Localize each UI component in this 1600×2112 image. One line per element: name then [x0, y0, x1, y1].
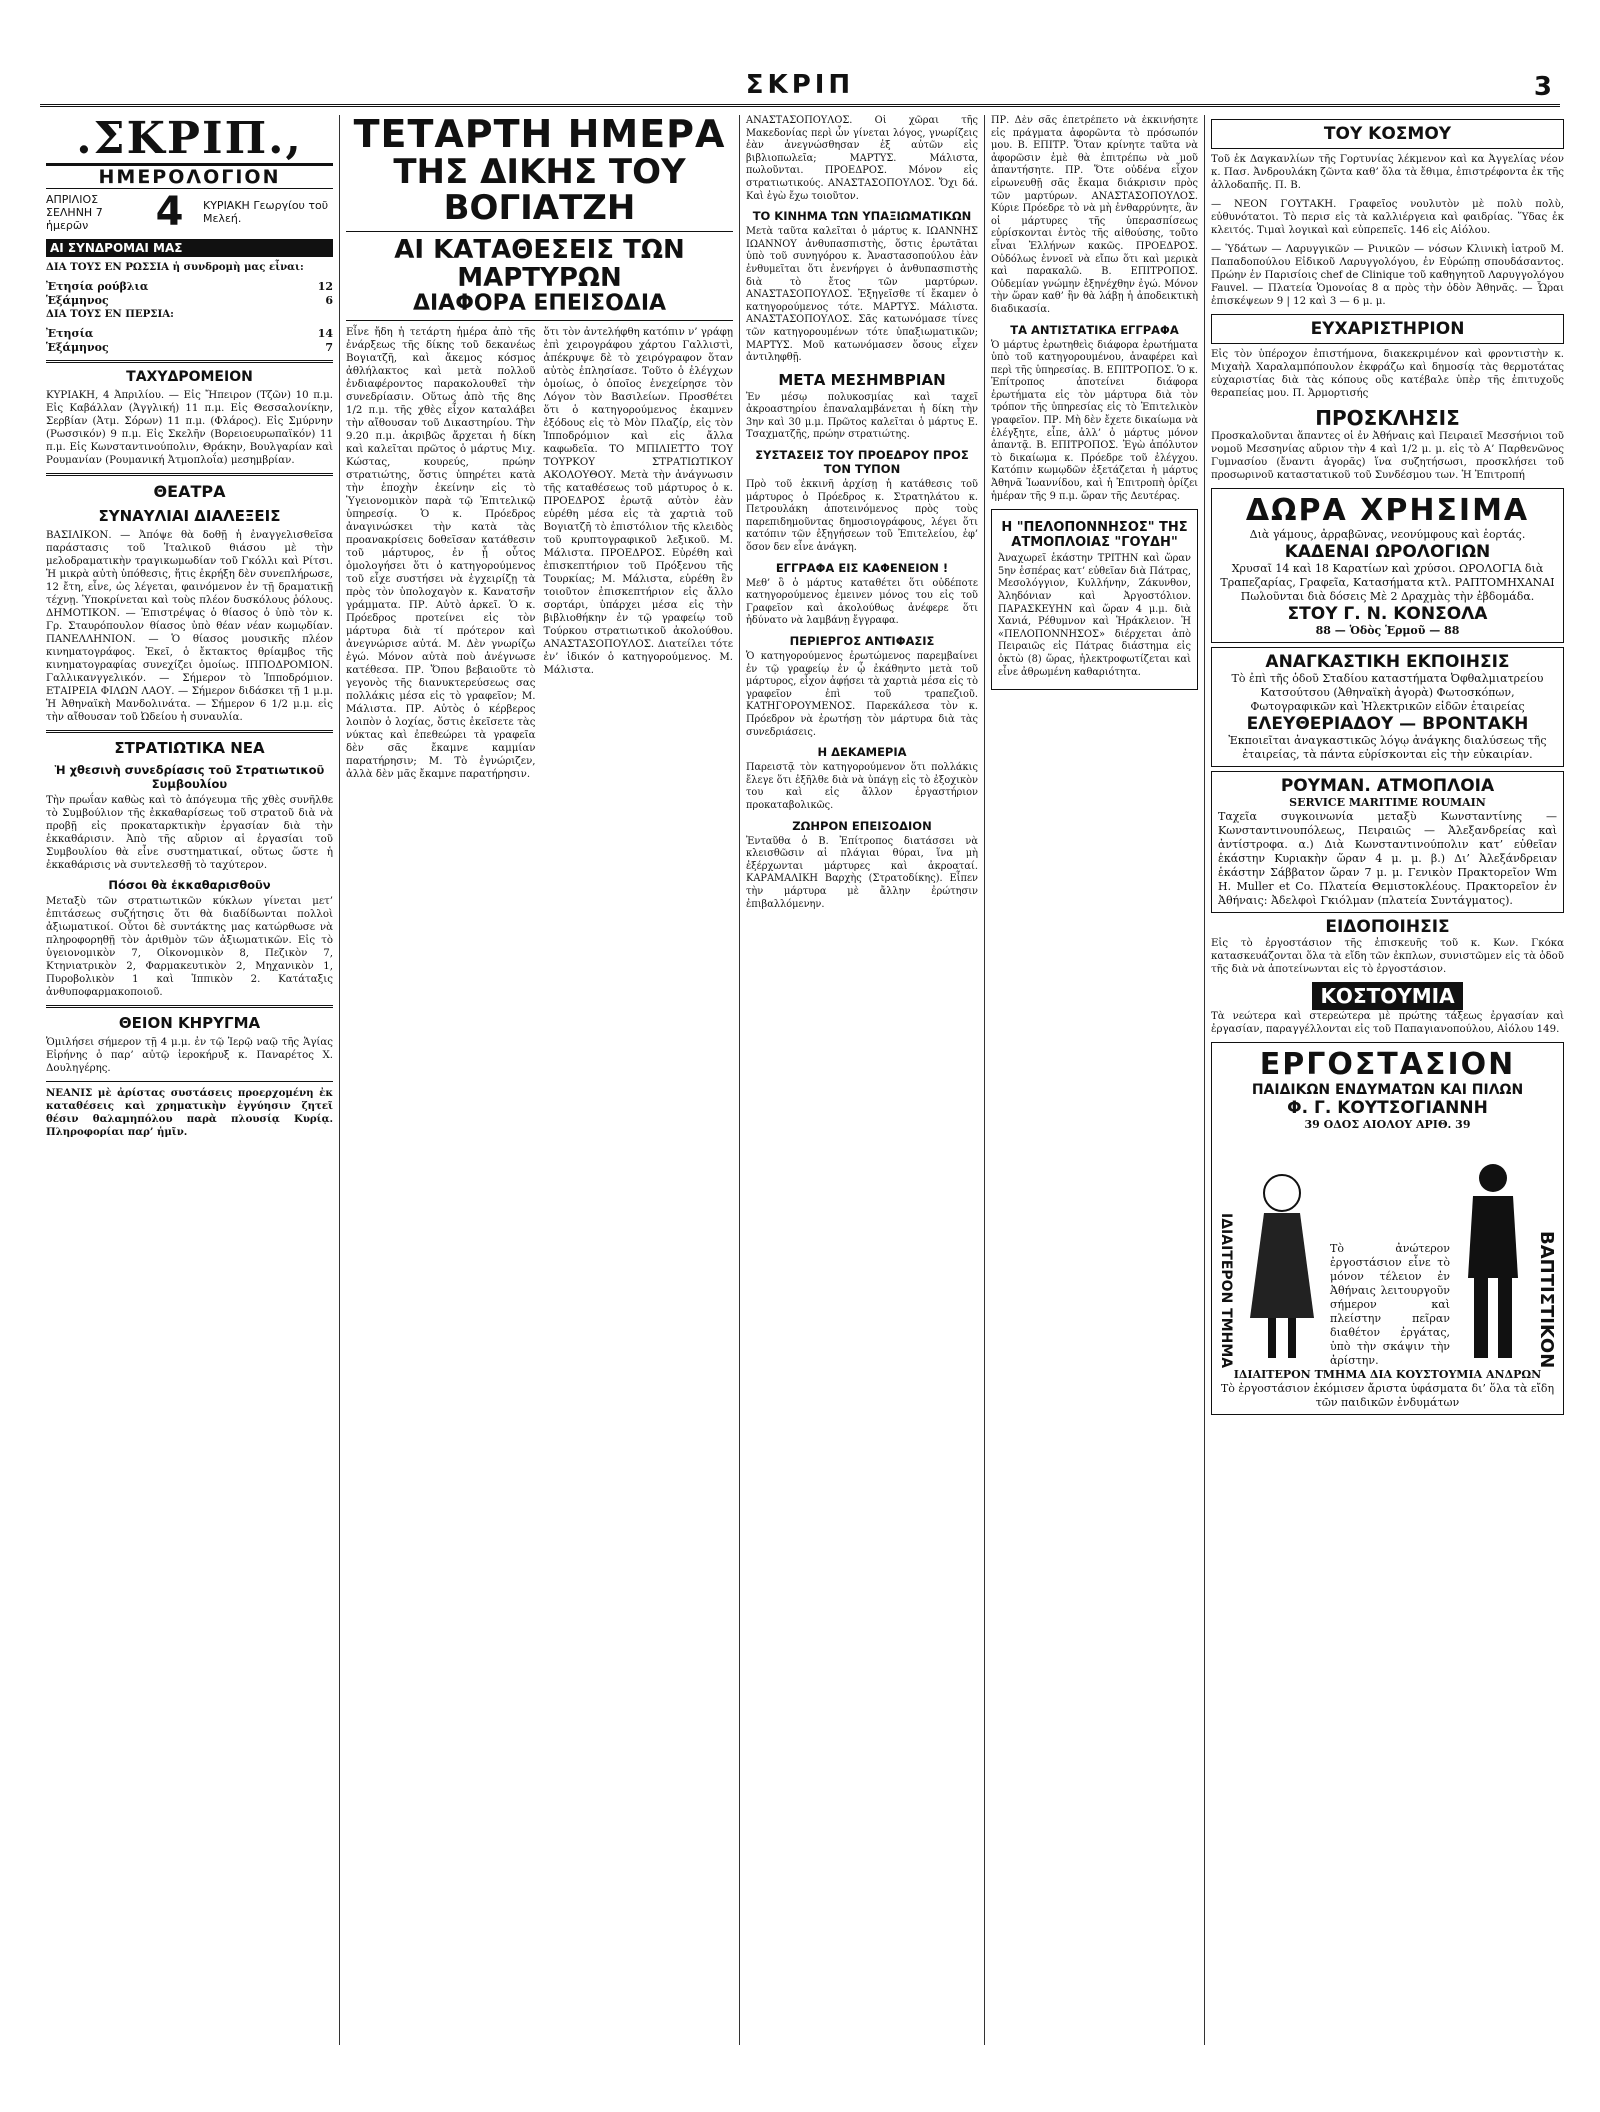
- theatres-title: ΘΕΑΤΡΑ: [153, 482, 226, 501]
- factory-dept: ΙΔΙΑΙΤΕΡΟΝ ΤΜΗΜΑ ΔΙΑ ΚΟΥΣΤΟΥΜΙΑ ΑΝΔΡΩΝ: [1233, 1368, 1542, 1381]
- subs-row: [46, 327, 333, 340]
- subs-value: 6: [325, 294, 333, 307]
- steamer-ad-title: Η "ΠΕΛΟΠΟΝΝΗΣΟΣ" ΤΗΣ ΑΤΜΟΠΛΟΙΑΣ "ΓΟΥΔΗ": [1001, 520, 1188, 551]
- column-5: [1205, 115, 1570, 2045]
- col3-text-b: Μετὰ ταῦτα καλεῖται ὁ μάρτυς κ. ΙΩΑΝΝΗΣ ΙΩΑΝΝΟΥ ἀνθυπασπιστὴς, ὅστις ἐρωτᾶται ὑπὸ τοῦ συνηγόρου κ. Ἀναστασοπούλου ἐὰν ἐνθυμεῖται ὅτι ἐνενήργει ὁ ἀνθυπασπιστὴς διὰ τὸ ἔτος τῶν μαρτύρων. ΑΝΑΣΤΑΣΟΠΟΥΛΟΣ. Ἐξηγεῖσθε τί ἔκαμεν ὁ κατηγορούμενος τότε. ΜΑΡΤΥΣ. Μάλιστα. ΑΝΑΣΤΑΣΟΠΟΥΛΟΣ. Σᾶς κατωνόμασε τίνες τῶν κατηγορουμένων τότε ὑπαξιωματικῶν; ΜΑΡΤΥΣ. Μοῦ κατωνόμασεν ὅσους εἶχεν ἀντιληφθῇ.: [746, 226, 978, 364]
- thanks-box: [1211, 314, 1564, 344]
- divider: [46, 1081, 333, 1082]
- auction-ad: [1211, 647, 1564, 767]
- world-title: ΤΟΥ ΚΟΣΜΟΥ: [1323, 124, 1452, 144]
- col3-subhead-7: ΖΩΗΡΟΝ ΕΠΕΙΣΟΔΙΟΝ: [792, 818, 932, 833]
- col4-text-a: ΠΡ. Δὲν σᾶς ἐπετρέπετο νὰ ἐκκινήσητε εἰς πράγματα ἀφορῶντα τὸ πρόσωπόν μου. Β. ΕΠΙΤΡ. Ὅταν κρίνητε ταῦτα νὰ ἀφορῶσιν ἐμὲ θὰ ἐπιτρέπω νὰ μοῦ ἀπαντήσητε. ΠΡ. Ὅτε οὐδένα εἶχον εἰρωνευθῇ σᾶς ἔκαμα διάκρισιν πρὸς τῶν μαρτύρων. ΑΝΑΣΤΑΣΟΠΟΥΛΟΣ. Κύριε Πρόεδρε τὸ νὰ μὴ ἐνθαρρύνητε, ἂν οἱ μάρτυρες τῆς ὑπερασπίσεως εὑρίσκονται ἐντὸς τῆς αἰθούσης, τοῦτο εἶναι Ἑλλήνων κακῶς. ΠΡΟΕΔΡΟΣ. Οὐδόλως ἐννοεῖ νὰ εἴπω ὅτι καὶ μερικὰ καὶ παρακαλῶ. Β. ΕΠΙΤΡΟΠΟΣ. Οὐδεμίαν γνώμην ἐξηνέχθην ἐγώ. Μόνον τὴν ὥραν καθ’ ἣν θὰ λάβῃ ἡ ἀποδεικτικὴ διαδικασία.: [991, 115, 1198, 315]
- col3-text-g: Παρειστᾷ τὸν κατηγορούμενον ὅτι πολλάκις ἔλεγε ὅτι ἐξῆλθε διὰ νὰ ὑπάγῃ εἰς τὸ ἐξοχικὸν του καὶ εἰς ἄλλον ἐργαστήριον προκαταβολικῶς.: [746, 762, 978, 811]
- col3-subhead-4: ΕΓΓΡΑΦΑ ΕΙΣ ΚΑΦΕΝΕΙΟΝ !: [775, 560, 949, 575]
- date-right: ΚΥΡΙΑΚΗ Γεωργίου τοῦ Μελεή.: [203, 199, 329, 225]
- subs-value: 14: [317, 327, 333, 340]
- watch-title: ΚΑΔΕΝΑΙ ΩΡΟΛΟΓΙΩΝ: [1284, 542, 1491, 562]
- firm-title: ΕΛΕΥΘΕΡΙΑΔΟΥ — ΒΡΟΝΤΑΚΗ: [1246, 714, 1529, 734]
- military-subtitle-2: Πόσοι θὰ ἐκκαθαρισθοῦν: [108, 878, 271, 892]
- factory-owner: Φ. Γ. ΚΟΥΤΣΟΓΙΑΝΝΗ: [1287, 1098, 1488, 1118]
- col3-text-f: Ὁ κατηγορούμενος ἐρωτώμενος παρεμβαίνει ἐν τῷ γραφείῳ ἐν ᾧ ἐκάθηντο μετὰ τοῦ μάρτυρος, εἶχον ἀφῄσει τὰ χαρτιὰ μέσα εἰς τὸ γραφεῖον ἐπὶ τοῦ τραπεζιοῦ. ΚΑΤΗΓΟΡΟΥΜΕΝΟΣ. Παρεκάλεσα τὸν κ. Πρόεδρον νὰ ἐρωτήσῃ τὸν μάρτυρα διὰ τὰς συνεδριάσεις.: [746, 651, 978, 738]
- columns: [40, 115, 1570, 2045]
- masthead-rule: [40, 104, 1560, 107]
- classified-ad: ΝΕΑΝΙΣ μὲ ἀρίστας συστάσεις προερχομένη ἐκ καταθέσεις καὶ χρηματικὴν ἐγγύησιν ζητεῖ θέσιν θαλαμηπόλου παρὰ πλουσίᾳ Κυρίᾳ. Πληροφορίαι παρ’ ἡμῖν.: [46, 1087, 333, 1138]
- col3-text-e: Μεθ’ ὃ ὁ μάρτυς καταθέτει ὅτι οὐδέποτε κατηγορούμενος ἐμεινεν μόνος του εἰς τοῦ Γραφεῖον καὶ ἀκολούθως ἀνέφερε ὅτι ἠδύνατο νὰ λαμβάνῃ ἔγγραφα.: [746, 577, 978, 627]
- subs-label: Ἑξάμηνος: [46, 294, 109, 307]
- neon-text: — ΝΕΟΝ ΓΟΥΤΑΚΗ. Γραφεῖος νουλυτὸν μὲ πολὺ πολὺ, εὐθυνότατοι. Τὸ περισ εἰς τὰ καλλιέργεια καὶ φαιδρίας. Ὕδας ἐκ κλειτός. Τιμαὶ λογικαὶ καὶ εὐπρεπεῖς. 146 εἰς Αἰόλου.: [1211, 199, 1564, 236]
- costumes-text: Τὰ νεώτερα καὶ στερεώτερα μὲ πρώτης τάξεως ἐργασίαν καὶ ἐργασίαν, παραγγέλλονται εἰς τοῦ Παπαγιανοπούλου, Αἰόλου 149.: [1211, 1011, 1564, 1035]
- steamer-ad-text: Ἀναχωρεῖ ἑκάστην ΤΡΙΤΗΝ καὶ ὥραν 5ην ἑσπέρας κατ’ εὐθεῖαν διὰ Πάτρας, Μεσολόγγιον, Κυλλήνην, Ζάκυνθον, Ἀληδόνιαν καὶ Ἀργοστόλιον. ΠΑΡΑΣΚΕΥΗΝ καὶ ὥραν 4 μ.μ. διὰ Χανιά, Ρέθυμνον καὶ Ἡράκλειον. Ἡ «ΠΕΛΟΠΟΝΝΗΣΟΣ» διέρχεται ἀπὸ Πειραιῶς εἰς Πάτρας διάστημα εἰς ὀκτὼ (8) ὥρας, ἡλεκτροφωτίζεται καὶ εἶνε ἀθρωμένη καθαριότητα.: [998, 553, 1191, 678]
- world-text: Τοῦ ἐκ Δαγκανλίων τῆς Γορτυνίας λέκμενον καὶ κα Ἀγγελίας νέον κ. Πασ. Ἀνδρουλάκη ζῶντα καθ’ ὅλα τὰ ἔθιμα, ἐπιστρέφοντα ἐκ τῆς ἀλλοδαπῆς. Π. Β.: [1211, 154, 1564, 191]
- col3-text-c: Ἐν μέσῳ πολυκοσμίας καὶ ταχεῖ ἀκροαστηρίου ἐπαναλαμβάνεται ἡ δίκη τὴν 3ην καὶ 30 μ.μ. Πρῶτος καλεῖται ὁ μάρτυς Ε. Τσαχματζῆς, πρώην στρατιώτης.: [746, 391, 978, 441]
- subs-russia: ΔΙΑ ΤΟΥΣ ΕΝ ΡΩΣΣΙΑ ἡ συνδρομὴ μας εἶναι:: [46, 261, 304, 273]
- newspaper-logo: .ΣΚΡΙΠ.,: [76, 115, 303, 164]
- col4-text-b: Ὁ μάρτυς ἐρωτηθεὶς διάφορα ἐρωτήματα ὑπὸ τοῦ κατηγορουμένου, ἀναφέρει καὶ περὶ τῆς ὑπηρεσίας. Β. ΕΠΙΤΡΟΠΟΣ. Ὁ κ. Ἐπίτροπος ἀποτείνει διάφορα ἐρωτήματα εἰς τὸν μάρτυρα διὰ τὸν τρόπον τῆς ὑπηρεσίας εἰς τὸ Ἐπιτελικὸν γραφεῖον. ΠΡ. Μὴ δὲν ἔχετε δικαίωμα νὰ ἐλέγξητε, εἶπε, ἀλλ’ ὁ μάρτυς μόνον ἀπαντᾷ. Β. ΕΠΙΤΡΟΠΟΣ. Ἐγὼ ἀπόλυτον τὸ δικαίωμα κ. Πρόεδρε τοῦ ἐλέγχου. Κατόπιν κωμῳδῶν ἐξετάζεται ἡ μάρτυς Ἀθηνᾶ Ἰωαννίδου, καὶ ἡ Ἐπιτροπὴ ὁρίζει ἡμέραν τῆς 9 π.μ. ὥραν τῆς Δευτέρας.: [991, 339, 1198, 502]
- col4-subhead-1: ΤΑ ΑΝΤΙΣΤΑΤΙΚΑ ΕΓΓΡΑΦΑ: [1010, 322, 1179, 337]
- romanian-steamer-ad: [1211, 771, 1564, 913]
- steamer-ad: [991, 509, 1198, 690]
- factory-illustration: [1218, 1138, 1557, 1368]
- date-number: 4: [155, 189, 184, 235]
- factory-subtitle: ΠΑΙΔΙΚΩΝ ΕΝΔΥΜΑΤΩΝ ΚΑΙ ΠΙΛΩΝ: [1251, 1082, 1524, 1098]
- column-4: [985, 115, 1205, 2045]
- costumes-wrap: [1211, 982, 1564, 1010]
- post-title: ΤΑΧΥΔΡΟΜΕΙΟΝ: [126, 369, 253, 385]
- sermon-text: Ὁμιλήσει σήμερον τῇ 4 μ.μ. ἐν τῷ Ἱερῷ ναῷ τῆς Ἁγίας Εἰρήνης ὁ παρ’ αὐτῷ ἱεροκήρυξ κ. Παναρέτος Χ. Δουληγέρης.: [46, 1037, 333, 1074]
- masthead: [40, 70, 1560, 110]
- factory-ad: [1211, 1042, 1564, 1415]
- factory-right-vertical: ΒΑΠΤΙΣΤΙΚΟΝ: [1536, 1230, 1557, 1368]
- military-subtitle: Ἡ χθεσινὴ συνεδρίασις τοῦ Στρατιωτικοῦ Συμβουλίου: [54, 763, 325, 791]
- man-figure-icon: [1458, 1158, 1528, 1368]
- invite-text: Προσκαλοῦνται ἅπαντες οἱ ἐν Ἀθήναις καὶ Πειραιεῖ Μεσσήνιοι τοῦ νομοῦ Μεσσηνίας αὔριον τὴν 4 καὶ 1/2 μ. μ. εἰς τὸ Α’ Παρθενῶνος Γυμνασίου (ἔναντι ἀγορᾶς) ἵνα συζητήσωσι, προσκλήσει τοῦ προσωρινοῦ καταστατικοῦ τοῦ Συνδέσμου των. Ἡ Ἐπιτροπή: [1211, 431, 1564, 481]
- headline-4: ΔΙΑΦΟΡΑ ΕΠΕΙΣΟΔΙΑ: [412, 290, 667, 316]
- col3-text-a: ΑΝΑΣΤΑΣΟΠΟΥΛΟΣ. Οἱ χῶραι τῆς Μακεδονίας περὶ ὧν γίνεται λόγος, γνωρίζεις ἐὰν ἀνεγνώσθησαν ἐξ αὐτῶν εἰς βιβλιοπωλεῖα; ΜΑΡΤΥΣ. Μάλιστα, πωλοῦνται. ΠΡΟΕΔΡΟΣ. Μόνον εἰς στρατιωτικούς. ΑΝΑΣΤΑΣΟΠΟΥΛΟΣ. Ὄχι δά. Καὶ ἐγὼ ἔχω τοιοῦτον.: [746, 115, 978, 202]
- gift-text: Διὰ γάμους, ἀρραβῶνας, νεονύμφους καὶ ἑορτάς.: [1249, 528, 1526, 541]
- costumes-title: ΚΟΣΤΟΥΜΙΑ: [1312, 982, 1462, 1010]
- factory-text: Τὸ ἀνώτερον ἐργοστάσιον εἶνε τὸ μόνον τέλειον ἐν Ἀθήναις λειτουργοῦν σήμερον καὶ πλείστην πεῖραν διαθέτον ἐργάτας, ὑπὸ τὴν σκάψιν τὴν ἀρίστην.: [1330, 1242, 1450, 1367]
- headline-2: ΤΗΣ ΔΙΚΗΣ ΤΟΥ ΒΟΓΙΑΤΖΗ: [393, 151, 686, 228]
- subs-value: 12: [317, 280, 333, 293]
- gift-ad: [1211, 488, 1564, 643]
- steamer-title: ΡΟΥΜΑΝ. ΑΤΜΟΠΛΟΙΑ: [1280, 776, 1495, 796]
- subs-row: [46, 341, 333, 354]
- sermon-title: ΘΕΙΟΝ ΚΗΡΥΓΜΑ: [118, 1014, 261, 1032]
- firm-text: Ἐκποιεῖται ἀναγκαστικῶς λόγῳ ἀνάγκης διαλύσεως τῆς ἐταιρείας, τὰ πάντα εὑρίσκονται εἰς τὴν εὐκαιρίαν.: [1228, 734, 1547, 761]
- factory-title: ΕΡΓΟΣΤΑΣΙΟΝ: [1259, 1047, 1516, 1082]
- article-text-right: ὅτι τὸν ἀντελήφθη κατόπιν ν’ γράφῃ ἐπὶ χειρογράφου χάρτου Γαλλιστὶ, ἀπέκρυψε δὲ τὸ χειρόγραφον ὅταν αὐτὸς ἐπλησίασε. Τοῦτο ὁ ἐλέγχων ὁμοίως, ὁ ὁποῖος ἐνεχείρησε τὸν Λόγον τὸν Βασιλείων. Προσθέτει ὅτι ὁ κατηγορούμενος ἐκαμνεν ἐξόδους εἰς τὸ Μὸν Πλαζίρ, εἰς τὸν Ἱπποδρόμιον καὶ εἰς ἄλλα καφωδεῖα. ΤΟ ΜΠΙΛΙΕΤΤΟ ΤΟΥ ΤΟΥΡΚΟΥ ΣΤΡΑΤΙΩΤΙΚΟΥ ΑΚΟΛΟΥΘΟΥ. Μετὰ τὴν ἀνάγνωσιν τῆς καταθέσεως τοῦ μάρτυρος ὁ κ. ΠΡΟΕΔΡΟΣ ἐρωτᾷ αὐτὸν ἐὰν εὑρέθη μέσα εἰς τὰ χαρτιὰ τοῦ Βογιατζῆ τὸ ἐπιστόλιον τῆς κλειδὸς τοῦ κρυπτογραφικοῦ λεξικοῦ. Μ. Μάλιστα. ΠΡΟΕΔΡΟΣ. Εὑρέθη καὶ ἐπισκεπτήριον τοῦ Πρόξενου τῆς Τουρκίας; Μ. Μάλιστα, εὑρέθη ἓν τοιοῦτον ἐπισκεπτήριον εἰς ἄλλο σορτάρι, ὑπάρχει μέσα εἰς τὴν βιβλιοθήκην ἐν τῷ γραφείῳ τοῦ Τούρκου στρατιωτικοῦ ἀκολούθου. ΑΝΑΣΤΑΣΟΠΟΥΛΟΣ. Διατείλει τότε ἐν’ ἰδικόν ὁ κατηγορούμενος. Μ. Μάλιστα.: [543, 326, 733, 676]
- thanks-text: Εἰς τὸν ὑπέροχον ἐπιστήμονα, διακεκριμένον καὶ φροντιστὴν κ. Μιχαὴλ Χαραλαμπόπουλον ἐκφράζω καὶ δημοσίᾳ τὰς θερμοτάτας εὐχαριστίας διὰ τὰς κόπους οὓς κατέβαλε ὑπὲρ τῆς ἐπιτυχοῦς θεραπείας μου. Π. Ἀρμορτισής: [1211, 349, 1564, 399]
- factory-footer: Τὸ ἐργοστάσιον ἐκόμισεν ἄριστα ὑφάσματα δι’ ὅλα τὰ εἴδη τῶν παιδικῶν ἐνδυμάτων: [1220, 1382, 1555, 1409]
- col3-subhead-3: ΣΥΣΤΑΣΕΙΣ ΤΟΥ ΠΡΟΕΔΡΟΥ ΠΡΟΣ ΤΟΝ ΤΥΠΟΝ: [755, 448, 969, 477]
- invite-title: ΠΡΟΣΚΛΗΣΙΣ: [1315, 406, 1460, 430]
- subs-row: [46, 294, 333, 307]
- subs-persia: ΔΙΑ ΤΟΥΣ ΕΝ ΠΕΡΣΙΑ:: [46, 308, 174, 320]
- divider: [46, 473, 333, 476]
- factory-left-vertical: ΙΔΙΑΙΤΕΡΟΝ ΤΜΗΜΑ: [1218, 1212, 1234, 1368]
- child-figure-icon: [1242, 1168, 1322, 1368]
- column-1: [40, 115, 340, 2045]
- article-body: [346, 326, 733, 787]
- steamer-title-fr: SERVICE MARITIME ROUMAIN: [1289, 796, 1486, 809]
- post-text: ΚΥΡΙΑΚΗ, 4 Ἀπριλίου. — Εἰς Ἤπειρον (Τζῶν) 10 π.μ. Εἰς Καβάλλαν (Ἀγγλική) 11 π.μ. Εἰς Θεσσαλονίκην, Σερβίαν (Ἀτμ. Σόρων) 11 π.μ. (Φλάρος). Εἰς Σμύρνην (Ρωσσικόν) 9 π.μ. Εἰς Σκελῆν (Βορειοευρωπαϊκόν) 11 π.μ. Εἰς Κωνσταντινούπολιν, Θράκην, Βουλγαρίαν καὶ Ρουμανίαν (Ρουμανική Ἀτμοπλοΐα) μεσημβρίαν.: [46, 390, 333, 466]
- notices-title: ΕΙΔΟΠΟΙΗΣΙΣ: [1325, 917, 1450, 937]
- col3-subhead-6: Η ΔΕΚΑΜΕΡΙΑ: [817, 745, 907, 760]
- shop-name: ΣΤΟΥ Γ. Ν. ΚΟΝΣΟΛΑ: [1287, 604, 1488, 624]
- auction-text: Τὸ ἐπὶ τῆς ὁδοῦ Σταδίου καταστήματα Ὀφθαλμιατρείου Κατσούτσου (Ἀθηναϊκὴ ἀγορὰ) Φωτοσκόπων, Φωτογραφικῶν καὶ Ἠλεκτρικῶν εἰδῶν ἐταιρείας: [1231, 672, 1544, 713]
- article-text-left: Εἶνε ἤδη ἡ τετάρτη ἡμέρα ἀπὸ τῆς ἐνάρξεως τῆς δίκης τοῦ δεκανέως Βογιατζῆ, καὶ ἄκεμος κόσμος ἀθλήλακτος καὶ μετὰ πολλοῦ ἐνδιαφέροντος παρακολουθεῖ τὴν συνεδρίασιν. Οὕτως ἀπὸ τῆς 8ης 1/2 π.μ. τῆς χθὲς εἶχον καταλάβει τὴν αἴθουσαν τοῦ Δικαστηρίου. Τὴν 9.20 π.μ. ἀκριβῶς ἄρχεται ἡ δίκη καὶ καλεῖται πρῶτος ὁ μάρτυς Μιχ. Κώστας, κουρεύς, πρώην στρατιώτης, ὅστις ὑπηρέτει κατὰ τὴν ἐποχὴν ἐκείνην εἰς τὸ Ὑγειονομικὸν παρὰ τῷ Ἐπιτελικῷ ὑπηρεσίᾳ. Ὁ κ. Πρόεδρος ἀναγινώσκει τὴν κατὰ τὰς προανακρίσεις δοθεῖσαν κατάθεσιν τοῦ μάρτυρος, ἐν ᾗ οὗτος ὁμολογήσει ὅτι ὁ κατηγορούμενος τοῦ εἶχε συστήσει νὰ ἐγχειρίζῃ τὰ πρὸς τὸν ὑπολοχαγὸν κ. Κανατσῆν γράμματα. ΠΡ. Αὐτὸ ἀρκεῖ. Ὁ κ. Πρόεδρος προτείνει εἰς τὸν μάρτυρα διὰ τί πρότερον καὶ ἀνεγνώρισε αὐτά. Μ. Δὲν γνωρίζω ἐγώ. Μόνον αὐτὰ ποὺ ἀνέγνωσε κατέθεσα. ΠΡ. Ὅπου βεβαιοῦτε τὸ γεγονὸς τῆς διανυκτερεύσεως σας πολλάκις μέσα εἰς τὸ γραφεῖον; Μ. Μάλιστα. ΠΡ. Αὐτὸς ὁ κέρβερος λοιπὸν ὁ λοχίας, ὅστις ἐκεῖσετε τὰς νύκτας καὶ ἐπεθεώρει τὰ γραφεῖα δὲν σᾶς ἔκαμνε καμμίαν παρατήρησιν; Μ. Τὸ ἐγνώριζεν, ἀλλὰ δὲν μᾶς ἔκαμνε παρατήρησιν.: [346, 326, 536, 780]
- notices-text: Εἰς τὸ ἐργοστάσιον τῆς ἐπισκευῆς τοῦ κ. Κων. Γκόκα κατασκευάζονται ὅλα τὰ εἴδη τῶν ἐκπλων, συνιστῶμεν εἰς τὰ ὁδοῦ τῆς διὰ νὰ ἀποτείνωνται εἰς τὸ ἐργοστάσιον.: [1211, 938, 1564, 975]
- subscriptions-title: ΑΙ ΣΥΝΔΡΟΜΑΙ ΜΑΣ: [46, 239, 333, 257]
- col3-subhead-5: ΠΕΡΙΕΡΓΟΣ ΑΝΤΙΦΑΣΙΣ: [789, 634, 935, 648]
- column-2: [340, 115, 740, 2045]
- divider: [46, 730, 333, 733]
- gift-title: ΔΩΡΑ ΧΡΗΣΙΜΑ: [1245, 493, 1530, 528]
- thanks-title: ΕΥΧΑΡΙΣΤΗΡΙΟΝ: [1310, 319, 1465, 339]
- military-text: Τὴν πρωΐαν καθὼς καὶ τὸ ἀπόγευμα τῆς χθὲς συνῆλθε τὸ Συμβούλιον τῆς ἐκκαθαρίσεως τοῦ στρατοῦ διὰ νὰ προβῇ εἰς προκαταρκτικὴν ἐργασίαν διὰ τὴν ἐκκαθάρισιν. Ἀπὸ τῆς αὔριον αἱ ἐργασίαι τοῦ Συμβουλίου θὰ εἶνε συστηματικαί, οὕτως ὥστε ἡ ἐκκαθάρισις νὰ συντελεσθῇ τὸ ταχύτερον.: [46, 795, 333, 871]
- subs-label: Ἐτησία ρούβλια: [46, 280, 149, 293]
- divider: [346, 320, 733, 321]
- page-number: 3: [1533, 72, 1552, 102]
- calendar-title: ΗΜΕΡΟΛΟΓΙΟΝ: [46, 163, 333, 189]
- auction-title: ΑΝΑΓΚΑΣΤΙΚΗ ΕΚΠΟΙΗΣΙΣ: [1265, 652, 1510, 672]
- world-box: [1211, 119, 1564, 149]
- factory-address: 39 ΟΔΟΣ ΑΙΟΛΟΥ ΑΡΙΘ. 39: [1304, 1118, 1471, 1131]
- headline-3: ΑΙ ΚΑΤΑΘΕΣΕΙΣ ΤΩΝ ΜΑΡΤΥΡΩΝ: [394, 235, 685, 293]
- shop-address: 88 — Ὁδὸς Ἑρμοῦ — 88: [1315, 624, 1460, 637]
- col3-text-h: Ἐνταῦθα ὁ Β. Ἐπίτροπος διατάσσει νὰ κλεισθῶσιν αἱ πλάγιαι θύραι, ἵνα μὴ ἐξέρχωνται μάρτυρες καὶ ἀκροαταί. ΚΑΡΑΜΑΛΙΚΗ Βαρχὴς (Στρατοδίκης). Εἶπεν τὴν μάρτυρα μὲ ἄλλην ἐρώτησιν ἐπιβαλλόμενην.: [746, 835, 978, 910]
- watch-text: Χρυσαῖ 14 καὶ 18 Καρατίων καὶ χρύσοι. ΩΡΟΛΟΓΙΑ διὰ Τραπεζαρίας, Γραφεῖα, Κατασήματα κτλ. ΡΑΠΤΟΜΗΧΑΝΑΙ Πωλοῦνται διὰ δόσεις Μὲ 2 Δραχμὰς τὴν ἑβδομάδα.: [1220, 562, 1555, 603]
- subs-label: Ἐτησία: [46, 327, 94, 340]
- date-left: ΑΠΡΙΛΙΟΣ ΣΕΛΗΝΗ 7 ἡμερῶν: [46, 192, 103, 232]
- column-3: [740, 115, 985, 2045]
- divider: [46, 1005, 333, 1008]
- doctor-text: — Ὑδάτων — Λαρυγγικῶν — Ρινικῶν — νόσων Κλινικὴ ἰατροῦ Μ. Παπαδοπούλου Εἰδικοῦ Λαρυγγολόγου, ἐν Εὐρώπῃ σπουδάσαντος. Πρώην ἐν Παρισίοις chef de Clinique τοῦ καθηγητοῦ Λαρυγγολόγου Fauvel. — Πλατεία Ὁμονοίας 8 α πρὸς τὴν ὁδὸν Ἀθηνᾶς. — Ὧραι ἐπισκέψεων 9 | 12 καὶ 3 — 6 μ. μ.: [1211, 244, 1564, 307]
- col3-subhead-2: ΜΕΤΑ ΜΕΣΗΜΒΡΙΑΝ: [778, 370, 946, 389]
- date-box: [46, 189, 333, 235]
- concerts-title: ΣΥΝΑΥΛΙΑΙ ΔΙΑΛΕΞΕΙΣ: [98, 507, 281, 525]
- subs-label: Ἑξάμηνος: [46, 341, 109, 354]
- military-title: ΣΤΡΑΤΙΩΤΙΚΑ ΝΕΑ: [114, 739, 265, 757]
- divider: [46, 360, 333, 363]
- military-text-2: Μεταξὺ τῶν στρατιωτικῶν κύκλων γίνεται μετ’ ἐπιτάσεως συζήτησις ὅτι θὰ διαδίδωνται πολλοὶ ἀξιωματικοί. Οὗτοι δὲ συντάκτης μας κατώρθωσε νὰ πληροφορηθῇ τὸν ἀριθμὸν τῶν ἀξιωματικῶν. Εἰς τὸ ὑγειονομικὸν 7, Οἰκονομικὸν 8, Πεζικὸν 7, Κτηνιατρικὸν 2, Φαρμακευτικὸν 2, Μηχανικὸν 1, Πυροβολικὸν 1 καὶ Ἱππικὸν 2. Κατάταξις ἀνθυποφαρμακοποιοῦ.: [46, 896, 333, 998]
- theatre-text: ΒΑΣΙΛΙΚΟΝ. — Ἀπόψε θὰ δοθῇ ἡ ἐναγγελισθεῖσα παράστασις τοῦ Ἰταλικοῦ θιάσου μὲ τὴν μελοδραματικὴν τραγικωμωδίαν τοῦ Γκόλλι καὶ Ρίτσι. Ἡ μικρὰ αὐτὴ ὑπόθεσις, ἥτις ἐκρήξη δὲν συνεπλήρωσε, 12 ἔτη, εἶνε, ὡς λέγεται, φαινόμενον ἐν τῇ δραματικῇ τέχνῃ. Ὑποκρίνεται καὶ τοὺς πλέον δυσκόλους ῥόλους. ΔΗΜΟΤΙΚΟΝ. — Ἐπιστρέψας ὁ θίασος ὁ ὑπὸ τὸν κ. Γρ. Σταυρόπουλον θίασος ὑπὸ θέαν νέαν κωμῳδίαν. ΠΑΝΕΛΛΗΝΙΟΝ. — Ὁ θίασος μουσικῆς πλέον κινηματογράφος. Ἐκεῖ, ὁ ἔκτακτος θρίαμβος τῆς κινηματογραφίας συνεχίζει ὁμοίως. ΙΠΠΟΔΡΟΜΙΟΝ. Γαλλικανγγελικόν. — Σήμερον τὸ Ἱπποδρόμιον. ΕΤΑΙΡΕΙΑ ΦΙΛΩΝ ΛΑΟΥ. — Σήμερον διδάσκει τῇ 1 μ.μ. Ἡ Ἀθηναϊκὴ Μανδολινάτα. — Σήμερον 6 1/2 μ.μ. εἰς τὴν αἴθουσαν τοῦ Ὠδείου ἡ συναυλία.: [46, 530, 333, 723]
- col3-text-d: Πρὸ τοῦ ἐκκινῆ ἀρχίσῃ ἡ κατάθεσις τοῦ μάρτυρος ὁ Πρόεδρος κ. Στρατηλάτου κ. Πετρουλάκη ἀποτεινόμενος πρὸς τοὺς παρεπιδημοῦντας δημοσιογράφους, λέγει ὅτι κατόπιν τῶν ἐξηγήσεων τοῦ Ἐπιτελείου, ἐφ’ ὅσον δεν εἶνε ἀνάγκη.: [746, 479, 978, 554]
- steamer-text: Ταχεῖα συγκοινωνία μεταξὺ Κωνσταντίνης — Κωνσταντινουπόλεως, Πειραιῶς — Ἀλεξανδρείας καὶ ἀντίστροφα. α.) Διὰ Κωνσταντινούπολιν κατ’ εὐθεῖαν ἑκάστην Κυριακὴν ὥραν 4 μ. μ. β.) Δι’ Ἀλεξάνδρειαν ἑκάστην Σάββατον ὥραν 7 μ. μ. Γενικὸν Πρακτορεῖον Wm H. Muller et Co. Πλατεία Θεμιστοκλέους. Πρακτορεῖον ἐν Ἀθήναις: Ἀδελφοὶ Γκιόλμαν (πλατεία Συντάγματος).: [1218, 810, 1557, 907]
- col3-subhead-1: ΤΟ ΚΙΝΗΜΑ ΤΩΝ ΥΠΑΞΙΩΜΑΤΙΚΩΝ: [752, 209, 972, 224]
- subs-row: [46, 280, 333, 293]
- divider: [346, 231, 733, 232]
- headline-1: ΤΕΤΑΡΤΗ ΗΜΕΡΑ: [353, 115, 726, 156]
- masthead-title: ΣΚΡΙΠ: [745, 70, 855, 100]
- subs-value: 7: [325, 341, 333, 354]
